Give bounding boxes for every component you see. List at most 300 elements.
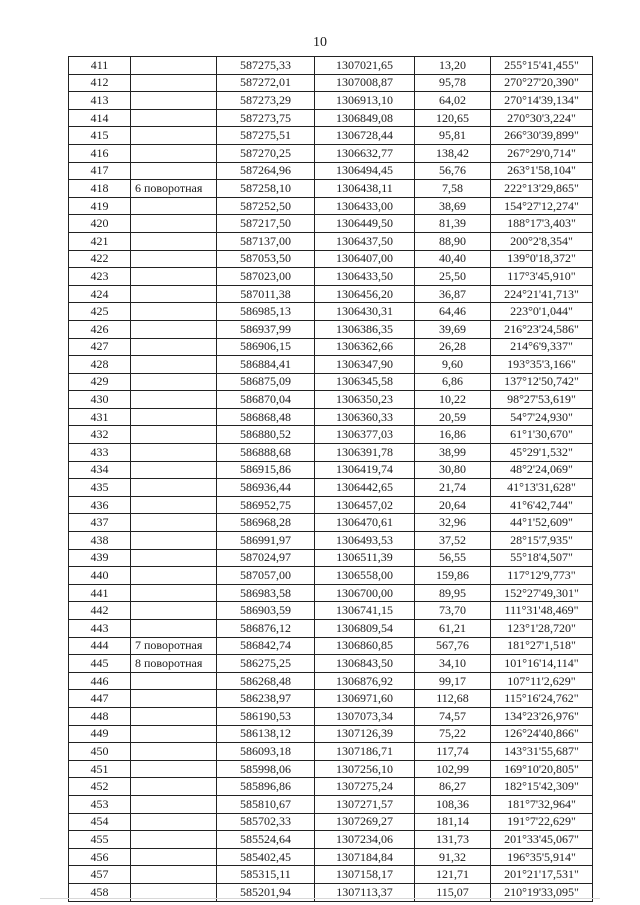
y-coordinate-cell: 1306843,50 [315, 655, 415, 673]
point-note-cell [131, 373, 217, 391]
y-coordinate-cell: 1306913,10 [315, 92, 415, 110]
table-row [69, 672, 593, 690]
y-coordinate-cell: 1307158,17 [315, 866, 415, 884]
table-row [69, 549, 593, 567]
segment-length-cell: 75,22 [415, 725, 491, 743]
x-coordinate-cell: 587252,50 [217, 197, 315, 215]
direction-angle-cell: 143°31'55,687" [491, 743, 593, 761]
segment-length-cell: 39,69 [415, 320, 491, 338]
point-number-cell: 433 [69, 444, 131, 462]
y-coordinate-cell: 1306362,66 [315, 338, 415, 356]
point-note-cell [131, 303, 217, 321]
point-note-cell [131, 620, 217, 638]
x-coordinate-cell: 585524,64 [217, 831, 315, 849]
x-coordinate-cell: 586238,97 [217, 690, 315, 708]
x-coordinate-cell: 587273,75 [217, 109, 315, 127]
direction-angle-cell: 123°1'28,720" [491, 620, 593, 638]
y-coordinate-cell: 1306632,77 [315, 144, 415, 162]
direction-angle-cell: 54°7'24,930" [491, 408, 593, 426]
point-number-cell: 443 [69, 620, 131, 638]
point-number-cell: 428 [69, 356, 131, 374]
point-note-cell [131, 707, 217, 725]
x-coordinate-cell: 585998,06 [217, 760, 315, 778]
point-note-cell [131, 813, 217, 831]
y-coordinate-cell: 1306419,74 [315, 461, 415, 479]
point-number-cell: 422 [69, 250, 131, 268]
segment-length-cell: 138,42 [415, 144, 491, 162]
point-note-cell [131, 109, 217, 127]
table-row [69, 303, 593, 321]
segment-length-cell: 95,81 [415, 127, 491, 145]
segment-length-cell: 7,58 [415, 180, 491, 198]
y-coordinate-cell: 1306741,15 [315, 602, 415, 620]
segment-length-cell: 112,68 [415, 690, 491, 708]
point-note-cell [131, 391, 217, 409]
y-coordinate-cell: 1307271,57 [315, 795, 415, 813]
y-coordinate-cell: 1306700,00 [315, 584, 415, 602]
x-coordinate-cell: 586268,48 [217, 672, 315, 690]
segment-length-cell: 74,57 [415, 707, 491, 725]
point-note-cell [131, 320, 217, 338]
point-number-cell: 413 [69, 92, 131, 110]
direction-angle-cell: 270°14'39,134" [491, 92, 593, 110]
x-coordinate-cell: 586936,44 [217, 479, 315, 497]
y-coordinate-cell: 1306449,50 [315, 215, 415, 233]
table-row [69, 567, 593, 585]
point-number-cell: 454 [69, 813, 131, 831]
direction-angle-cell: 28°15'7,935" [491, 532, 593, 550]
y-coordinate-cell: 1307256,10 [315, 760, 415, 778]
segment-length-cell: 16,86 [415, 426, 491, 444]
direction-angle-cell: 101°16'14,114" [491, 655, 593, 673]
table-row [69, 831, 593, 849]
point-number-cell: 423 [69, 268, 131, 286]
x-coordinate-cell: 586275,25 [217, 655, 315, 673]
segment-length-cell: 64,46 [415, 303, 491, 321]
y-coordinate-cell: 1307021,65 [315, 57, 415, 75]
x-coordinate-cell: 586868,48 [217, 408, 315, 426]
direction-angle-cell: 223°0'1,044" [491, 303, 593, 321]
x-coordinate-cell: 586968,28 [217, 514, 315, 532]
table-row [69, 285, 593, 303]
point-number-cell: 442 [69, 602, 131, 620]
table-row [69, 391, 593, 409]
table-row [69, 109, 593, 127]
direction-angle-cell: 181°7'32,964" [491, 795, 593, 813]
y-coordinate-cell: 1306347,90 [315, 356, 415, 374]
x-coordinate-cell: 587273,29 [217, 92, 315, 110]
direction-angle-cell: 188°17'3,403" [491, 215, 593, 233]
direction-angle-cell: 117°3'45,910" [491, 268, 593, 286]
direction-angle-cell: 201°21'17,531" [491, 866, 593, 884]
direction-angle-cell: 193°35'3,166" [491, 356, 593, 374]
point-note-cell [131, 57, 217, 75]
y-coordinate-cell: 1306437,50 [315, 232, 415, 250]
y-coordinate-cell: 1306860,85 [315, 637, 415, 655]
table-row [69, 795, 593, 813]
y-coordinate-cell: 1307126,39 [315, 725, 415, 743]
x-coordinate-cell: 586985,13 [217, 303, 315, 321]
segment-length-cell: 95,78 [415, 74, 491, 92]
table-row [69, 127, 593, 145]
table-row [69, 690, 593, 708]
table-row [69, 813, 593, 831]
point-note-cell [131, 496, 217, 514]
table-row [69, 743, 593, 761]
point-number-cell: 429 [69, 373, 131, 391]
table-row [69, 74, 593, 92]
direction-angle-cell: 200°2'8,354" [491, 232, 593, 250]
point-note-cell [131, 672, 217, 690]
x-coordinate-cell: 585201,94 [217, 883, 315, 901]
table-row [69, 637, 593, 655]
direction-angle-cell: 201°33'45,067" [491, 831, 593, 849]
table-row [69, 725, 593, 743]
x-coordinate-cell: 586190,53 [217, 707, 315, 725]
x-coordinate-cell: 586991,97 [217, 532, 315, 550]
y-coordinate-cell: 1307275,24 [315, 778, 415, 796]
point-note-cell [131, 461, 217, 479]
point-number-cell: 447 [69, 690, 131, 708]
point-note-cell [131, 162, 217, 180]
direction-angle-cell: 267°29'0,714" [491, 144, 593, 162]
table-row [69, 268, 593, 286]
x-coordinate-cell: 585315,11 [217, 866, 315, 884]
direction-angle-cell: 61°1'30,670" [491, 426, 593, 444]
segment-length-cell: 131,73 [415, 831, 491, 849]
y-coordinate-cell: 1306876,92 [315, 672, 415, 690]
table-row [69, 444, 593, 462]
point-note-cell [131, 74, 217, 92]
direction-angle-cell: 270°30'3,224" [491, 109, 593, 127]
direction-angle-cell: 117°12'9,773" [491, 567, 593, 585]
direction-angle-cell: 41°13'31,628" [491, 479, 593, 497]
segment-length-cell: 56,76 [415, 162, 491, 180]
y-coordinate-cell: 1306493,53 [315, 532, 415, 550]
point-note-cell [131, 602, 217, 620]
y-coordinate-cell: 1306430,31 [315, 303, 415, 321]
segment-length-cell: 88,90 [415, 232, 491, 250]
table-row [69, 92, 593, 110]
point-number-cell: 412 [69, 74, 131, 92]
x-coordinate-cell: 587011,38 [217, 285, 315, 303]
x-coordinate-cell: 586937,99 [217, 320, 315, 338]
x-coordinate-cell: 586093,18 [217, 743, 315, 761]
point-note-cell [131, 92, 217, 110]
x-coordinate-cell: 586876,12 [217, 620, 315, 638]
direction-angle-cell: 210°19'33,095" [491, 883, 593, 901]
page-bottom-edge [40, 898, 600, 899]
point-note-cell [131, 866, 217, 884]
direction-angle-cell: 196°35'5,914" [491, 848, 593, 866]
y-coordinate-cell: 1307234,06 [315, 831, 415, 849]
y-coordinate-cell: 1306350,23 [315, 391, 415, 409]
point-note-cell [131, 479, 217, 497]
y-coordinate-cell: 1307073,34 [315, 707, 415, 725]
direction-angle-cell: 107°11'2,629" [491, 672, 593, 690]
direction-angle-cell: 98°27'53,619" [491, 391, 593, 409]
x-coordinate-cell: 585896,86 [217, 778, 315, 796]
direction-angle-cell: 152°27'49,301" [491, 584, 593, 602]
table-row [69, 620, 593, 638]
table-row [69, 426, 593, 444]
y-coordinate-cell: 1306494,45 [315, 162, 415, 180]
segment-length-cell: 34,10 [415, 655, 491, 673]
table-row [69, 532, 593, 550]
point-note-cell [131, 215, 217, 233]
x-coordinate-cell: 587217,50 [217, 215, 315, 233]
x-coordinate-cell: 587272,01 [217, 74, 315, 92]
table-row [69, 232, 593, 250]
point-number-cell: 419 [69, 197, 131, 215]
table-row [69, 144, 593, 162]
x-coordinate-cell: 587275,51 [217, 127, 315, 145]
point-number-cell: 444 [69, 637, 131, 655]
segment-length-cell: 36,87 [415, 285, 491, 303]
table-row [69, 162, 593, 180]
point-number-cell: 426 [69, 320, 131, 338]
table-row [69, 707, 593, 725]
point-number-cell: 452 [69, 778, 131, 796]
segment-length-cell: 40,40 [415, 250, 491, 268]
segment-length-cell: 20,64 [415, 496, 491, 514]
y-coordinate-cell: 1306470,61 [315, 514, 415, 532]
point-number-cell: 420 [69, 215, 131, 233]
table-row [69, 514, 593, 532]
coordinates-table [68, 56, 593, 902]
point-number-cell: 458 [69, 883, 131, 901]
x-coordinate-cell: 585702,33 [217, 813, 315, 831]
point-number-cell: 436 [69, 496, 131, 514]
direction-angle-cell: 216°23'24,586" [491, 320, 593, 338]
direction-angle-cell: 266°30'39,899" [491, 127, 593, 145]
segment-length-cell: 108,36 [415, 795, 491, 813]
point-number-cell: 451 [69, 760, 131, 778]
point-number-cell: 425 [69, 303, 131, 321]
table-row [69, 320, 593, 338]
direction-angle-cell: 222°13'29,865" [491, 180, 593, 198]
y-coordinate-cell: 1307186,71 [315, 743, 415, 761]
x-coordinate-cell: 587258,10 [217, 180, 315, 198]
segment-length-cell: 181,14 [415, 813, 491, 831]
segment-length-cell: 61,21 [415, 620, 491, 638]
point-note-cell [131, 690, 217, 708]
table-row [69, 655, 593, 673]
segment-length-cell: 6,86 [415, 373, 491, 391]
table-row [69, 250, 593, 268]
point-note-cell [131, 250, 217, 268]
y-coordinate-cell: 1306377,03 [315, 426, 415, 444]
x-coordinate-cell: 586915,86 [217, 461, 315, 479]
y-coordinate-cell: 1306345,58 [315, 373, 415, 391]
y-coordinate-cell: 1306407,00 [315, 250, 415, 268]
segment-length-cell: 38,99 [415, 444, 491, 462]
direction-angle-cell: 48°2'24,069" [491, 461, 593, 479]
y-coordinate-cell: 1306849,08 [315, 109, 415, 127]
y-coordinate-cell: 1306438,11 [315, 180, 415, 198]
direction-angle-cell: 134°23'26,976" [491, 707, 593, 725]
point-number-cell: 430 [69, 391, 131, 409]
point-number-cell: 445 [69, 655, 131, 673]
point-number-cell: 455 [69, 831, 131, 849]
segment-length-cell: 86,27 [415, 778, 491, 796]
point-note-cell [131, 514, 217, 532]
table-row [69, 584, 593, 602]
point-number-cell: 439 [69, 549, 131, 567]
x-coordinate-cell: 586983,58 [217, 584, 315, 602]
point-note-cell [131, 408, 217, 426]
point-number-cell: 427 [69, 338, 131, 356]
x-coordinate-cell: 587057,00 [217, 567, 315, 585]
y-coordinate-cell: 1306391,78 [315, 444, 415, 462]
x-coordinate-cell: 586138,12 [217, 725, 315, 743]
segment-length-cell: 89,95 [415, 584, 491, 602]
point-note-cell [131, 778, 217, 796]
segment-length-cell: 9,60 [415, 356, 491, 374]
x-coordinate-cell: 587264,96 [217, 162, 315, 180]
point-note-cell [131, 338, 217, 356]
point-note-cell: 7 поворотная [131, 637, 217, 655]
point-note-cell [131, 831, 217, 849]
point-note-cell [131, 144, 217, 162]
segment-length-cell: 37,52 [415, 532, 491, 550]
direction-angle-cell: 115°16'24,762" [491, 690, 593, 708]
direction-angle-cell: 154°27'12,274" [491, 197, 593, 215]
point-note-cell [131, 795, 217, 813]
table-row [69, 479, 593, 497]
point-number-cell: 457 [69, 866, 131, 884]
x-coordinate-cell: 585402,45 [217, 848, 315, 866]
segment-length-cell: 73,70 [415, 602, 491, 620]
y-coordinate-cell: 1306457,02 [315, 496, 415, 514]
segment-length-cell: 567,76 [415, 637, 491, 655]
direction-angle-cell: 126°24'40,866" [491, 725, 593, 743]
segment-length-cell: 38,69 [415, 197, 491, 215]
table-row [69, 215, 593, 233]
segment-length-cell: 99,17 [415, 672, 491, 690]
y-coordinate-cell: 1306433,00 [315, 197, 415, 215]
direction-angle-cell: 182°15'42,309" [491, 778, 593, 796]
table-row [69, 57, 593, 75]
table-row [69, 180, 593, 198]
point-number-cell: 456 [69, 848, 131, 866]
point-number-cell: 441 [69, 584, 131, 602]
direction-angle-cell: 139°0'18,372" [491, 250, 593, 268]
point-note-cell [131, 426, 217, 444]
x-coordinate-cell: 587023,00 [217, 268, 315, 286]
direction-angle-cell: 45°29'1,532" [491, 444, 593, 462]
point-number-cell: 416 [69, 144, 131, 162]
y-coordinate-cell: 1306558,00 [315, 567, 415, 585]
y-coordinate-cell: 1307184,84 [315, 848, 415, 866]
y-coordinate-cell: 1306809,54 [315, 620, 415, 638]
segment-length-cell: 13,20 [415, 57, 491, 75]
segment-length-cell: 30,80 [415, 461, 491, 479]
y-coordinate-cell: 1306971,60 [315, 690, 415, 708]
point-note-cell [131, 743, 217, 761]
direction-angle-cell: 214°6'9,337" [491, 338, 593, 356]
x-coordinate-cell: 586870,04 [217, 391, 315, 409]
point-number-cell: 437 [69, 514, 131, 532]
segment-length-cell: 91,32 [415, 848, 491, 866]
point-number-cell: 414 [69, 109, 131, 127]
segment-length-cell: 115,07 [415, 883, 491, 901]
point-number-cell: 431 [69, 408, 131, 426]
point-note-cell [131, 725, 217, 743]
table-row [69, 356, 593, 374]
table-row [69, 866, 593, 884]
table-row [69, 602, 593, 620]
point-number-cell: 448 [69, 707, 131, 725]
segment-length-cell: 64,02 [415, 92, 491, 110]
direction-angle-cell: 224°21'41,713" [491, 285, 593, 303]
segment-length-cell: 159,86 [415, 567, 491, 585]
point-number-cell: 411 [69, 57, 131, 75]
y-coordinate-cell: 1307269,27 [315, 813, 415, 831]
point-note-cell [131, 532, 217, 550]
point-number-cell: 438 [69, 532, 131, 550]
y-coordinate-cell: 1306360,33 [315, 408, 415, 426]
point-note-cell [131, 197, 217, 215]
point-number-cell: 434 [69, 461, 131, 479]
point-number-cell: 435 [69, 479, 131, 497]
point-note-cell: 8 поворотная [131, 655, 217, 673]
segment-length-cell: 32,96 [415, 514, 491, 532]
point-number-cell: 424 [69, 285, 131, 303]
y-coordinate-cell: 1306456,20 [315, 285, 415, 303]
x-coordinate-cell: 586906,15 [217, 338, 315, 356]
point-note-cell [131, 356, 217, 374]
table-row [69, 760, 593, 778]
coordinates-table-body [69, 57, 593, 902]
segment-length-cell: 117,74 [415, 743, 491, 761]
x-coordinate-cell: 587270,25 [217, 144, 315, 162]
point-number-cell: 432 [69, 426, 131, 444]
point-note-cell [131, 232, 217, 250]
direction-angle-cell: 263°1'58,104" [491, 162, 593, 180]
segment-length-cell: 121,71 [415, 866, 491, 884]
direction-angle-cell: 111°31'48,469" [491, 602, 593, 620]
y-coordinate-cell: 1306386,35 [315, 320, 415, 338]
table-row [69, 373, 593, 391]
x-coordinate-cell: 586842,74 [217, 637, 315, 655]
x-coordinate-cell: 586884,41 [217, 356, 315, 374]
x-coordinate-cell: 587053,50 [217, 250, 315, 268]
point-number-cell: 446 [69, 672, 131, 690]
point-number-cell: 421 [69, 232, 131, 250]
direction-angle-cell: 41°6'42,744" [491, 496, 593, 514]
direction-angle-cell: 137°12'50,742" [491, 373, 593, 391]
point-note-cell [131, 285, 217, 303]
point-number-cell: 415 [69, 127, 131, 145]
point-note-cell [131, 268, 217, 286]
direction-angle-cell: 169°10'20,805" [491, 760, 593, 778]
table-row [69, 338, 593, 356]
direction-angle-cell: 255°15'41,455" [491, 57, 593, 75]
segment-length-cell: 21,74 [415, 479, 491, 497]
point-note-cell [131, 584, 217, 602]
point-number-cell: 440 [69, 567, 131, 585]
x-coordinate-cell: 587137,00 [217, 232, 315, 250]
direction-angle-cell: 191°7'22,629" [491, 813, 593, 831]
x-coordinate-cell: 586875,09 [217, 373, 315, 391]
y-coordinate-cell: 1306511,39 [315, 549, 415, 567]
point-number-cell: 417 [69, 162, 131, 180]
point-number-cell: 450 [69, 743, 131, 761]
point-note-cell [131, 848, 217, 866]
point-note-cell [131, 567, 217, 585]
point-note-cell [131, 444, 217, 462]
